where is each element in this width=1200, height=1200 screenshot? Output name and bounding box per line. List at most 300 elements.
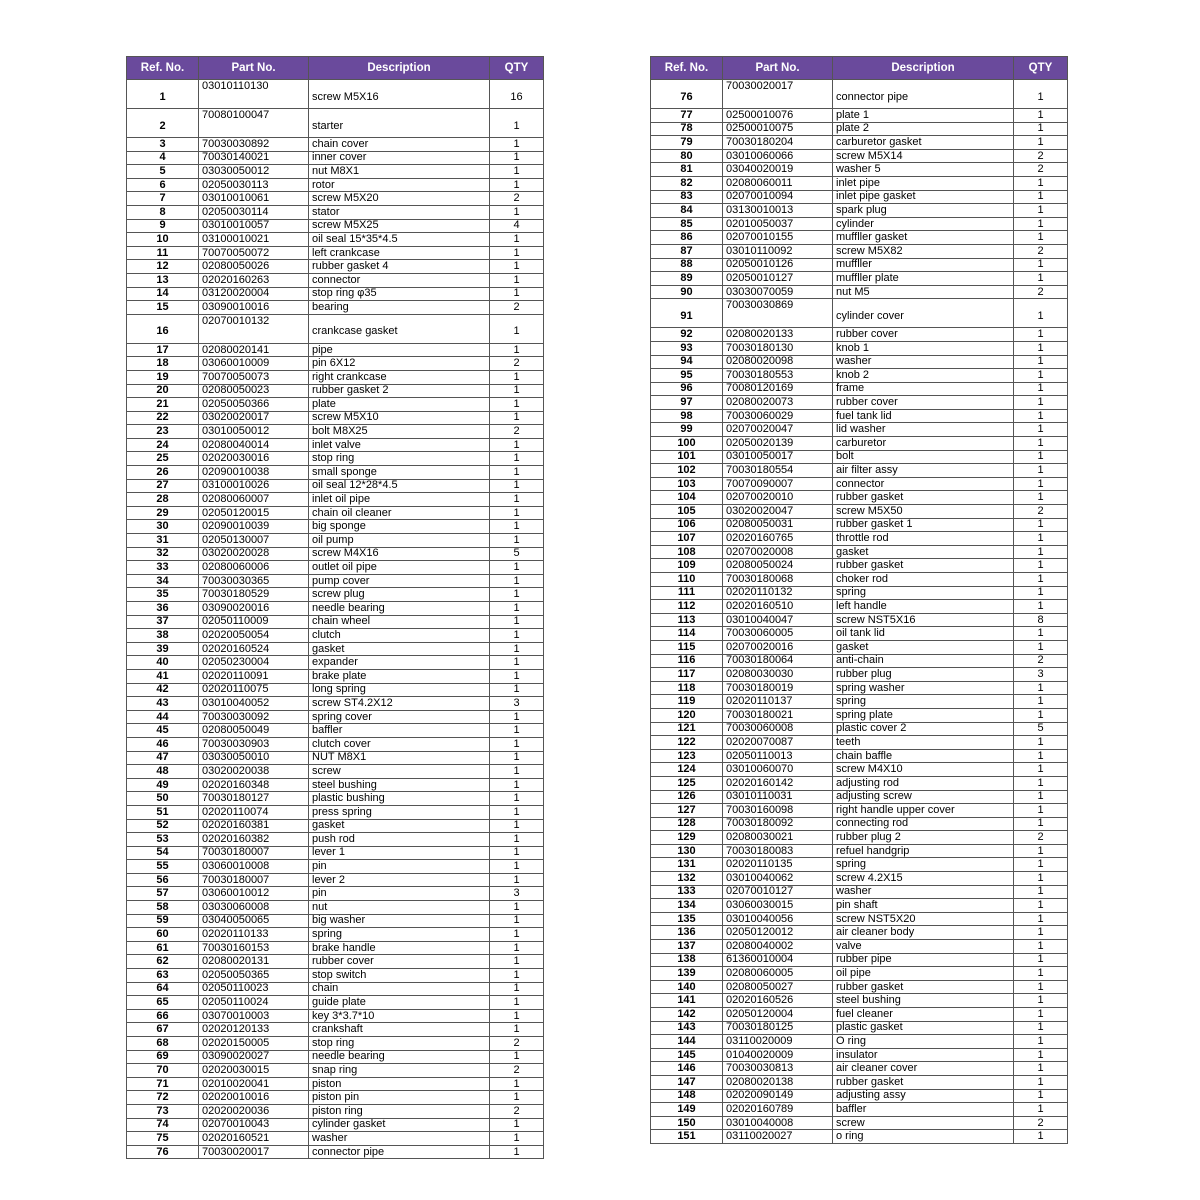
ref-no-cell: 76 <box>127 1145 199 1159</box>
description-cell: piston ring <box>309 1104 490 1118</box>
part-no-cell: 70030030903 <box>199 737 309 751</box>
ref-no-cell: 121 <box>651 722 723 736</box>
ref-no-cell: 74 <box>127 1118 199 1132</box>
ref-no-cell: 73 <box>127 1104 199 1118</box>
table-row <box>651 109 1068 123</box>
description-cell: connector pipe <box>833 80 1014 109</box>
ref-no-cell: 29 <box>127 506 199 520</box>
qty-cell: 1 <box>490 955 544 969</box>
description-cell: rubber gasket <box>833 559 1014 573</box>
part-no-cell: 02020150005 <box>199 1037 309 1051</box>
qty-cell: 1 <box>490 778 544 792</box>
qty-cell: 2 <box>1014 163 1068 177</box>
qty-cell: 1 <box>490 656 544 670</box>
part-no-cell: 02050050365 <box>199 969 309 983</box>
table-row <box>127 982 544 996</box>
table-row <box>127 656 544 670</box>
table-row <box>127 765 544 779</box>
qty-cell: 8 <box>1014 613 1068 627</box>
ref-no-cell: 53 <box>127 833 199 847</box>
description-cell: big sponge <box>309 520 490 534</box>
part-no-cell: 02070020010 <box>723 491 833 505</box>
part-no-cell: 02020160524 <box>199 642 309 656</box>
description-cell: plastic cover 2 <box>833 722 1014 736</box>
qty-cell: 1 <box>1014 1062 1068 1076</box>
description-cell: steel bushing <box>833 994 1014 1008</box>
ref-no-cell: 19 <box>127 370 199 384</box>
table-row <box>127 246 544 260</box>
description-cell: screw plug <box>309 588 490 602</box>
description-cell: clutch cover <box>309 737 490 751</box>
table-row <box>651 844 1068 858</box>
part-no-cell: 70030180092 <box>723 817 833 831</box>
part-no-cell: 02080060011 <box>723 176 833 190</box>
qty-cell: 1 <box>490 109 544 138</box>
ref-no-cell: 86 <box>651 231 723 245</box>
table-row <box>127 165 544 179</box>
part-no-cell: 70030140021 <box>199 151 309 165</box>
part-no-cell: 70070050072 <box>199 246 309 260</box>
description-cell: gasket <box>309 819 490 833</box>
description-cell: rubber gasket 2 <box>309 384 490 398</box>
part-no-cell: 02050020139 <box>723 437 833 451</box>
table-row <box>651 450 1068 464</box>
ref-no-cell: 35 <box>127 588 199 602</box>
ref-no-cell: 52 <box>127 819 199 833</box>
qty-cell: 1 <box>1014 586 1068 600</box>
table-row <box>127 219 544 233</box>
ref-no-cell: 16 <box>127 314 199 343</box>
table-row <box>651 122 1068 136</box>
description-cell: choker rod <box>833 573 1014 587</box>
qty-cell: 1 <box>490 982 544 996</box>
description-cell: screw M5X10 <box>309 411 490 425</box>
description-header: Description <box>833 57 1014 80</box>
ref-no-cell: 106 <box>651 518 723 532</box>
qty-cell: 1 <box>1014 258 1068 272</box>
table-row <box>127 901 544 915</box>
table-row <box>651 559 1068 573</box>
part-no-cell: 02050050366 <box>199 398 309 412</box>
ref-no-cell: 111 <box>651 586 723 600</box>
ref-no-cell: 63 <box>127 969 199 983</box>
qty-cell: 1 <box>1014 272 1068 286</box>
part-no-cell: 70030020017 <box>199 1145 309 1159</box>
qty-cell: 1 <box>1014 844 1068 858</box>
table-row <box>127 411 544 425</box>
description-cell: o ring <box>833 1130 1014 1144</box>
qty-cell: 1 <box>490 819 544 833</box>
part-no-cell: 02020160142 <box>723 776 833 790</box>
qty-cell: 1 <box>1014 817 1068 831</box>
part-no-cell: 03090010016 <box>199 301 309 315</box>
table-row <box>127 425 544 439</box>
description-cell: cylinder cover <box>833 299 1014 328</box>
ref-no-cell: 124 <box>651 763 723 777</box>
table-row <box>651 776 1068 790</box>
ref-no-cell: 103 <box>651 477 723 491</box>
table-row <box>651 532 1068 546</box>
ref-no-cell: 12 <box>127 260 199 274</box>
ref-no-cell: 57 <box>127 887 199 901</box>
table-row <box>127 751 544 765</box>
qty-cell: 1 <box>1014 885 1068 899</box>
table-row <box>127 301 544 315</box>
description-cell: right handle upper cover <box>833 804 1014 818</box>
qty-cell: 1 <box>490 1050 544 1064</box>
description-cell: snap ring <box>309 1064 490 1078</box>
ref-no-cell: 67 <box>127 1023 199 1037</box>
table-row <box>127 710 544 724</box>
table-row <box>127 80 544 109</box>
part-no-cell: 70030180007 <box>199 846 309 860</box>
description-cell: rubber plug 2 <box>833 831 1014 845</box>
table-row <box>651 244 1068 258</box>
ref-no-cell: 23 <box>127 425 199 439</box>
description-cell: air cleaner cover <box>833 1062 1014 1076</box>
table-row <box>127 955 544 969</box>
table-row <box>127 1009 544 1023</box>
qty-cell: 2 <box>1014 505 1068 519</box>
part-no-cell: 70030060008 <box>723 722 833 736</box>
part-no-cell: 02080020131 <box>199 955 309 969</box>
description-cell: spring plate <box>833 708 1014 722</box>
table-row <box>127 1023 544 1037</box>
part-no-cell: 02080030021 <box>723 831 833 845</box>
ref-no-cell: 130 <box>651 844 723 858</box>
ref-no-cell: 64 <box>127 982 199 996</box>
table-row <box>127 574 544 588</box>
part-no-cell: 03010060066 <box>723 149 833 163</box>
part-no-cell: 03090020027 <box>199 1050 309 1064</box>
part-no-cell: 70030180529 <box>199 588 309 602</box>
description-cell: spring <box>833 858 1014 872</box>
ref-no-cell: 132 <box>651 872 723 886</box>
part-no-cell: 02050030114 <box>199 205 309 219</box>
table-row <box>651 1035 1068 1049</box>
table-row <box>651 464 1068 478</box>
ref-no-cell: 112 <box>651 600 723 614</box>
part-no-cell: 02070010043 <box>199 1118 309 1132</box>
table-row <box>127 1145 544 1159</box>
description-cell: oil tank lid <box>833 627 1014 641</box>
description-cell: spring washer <box>833 681 1014 695</box>
qty-cell: 1 <box>490 1091 544 1105</box>
qty-cell: 16 <box>490 80 544 109</box>
qty-cell: 1 <box>1014 695 1068 709</box>
ref-no-cell: 75 <box>127 1132 199 1146</box>
description-cell: small sponge <box>309 466 490 480</box>
part-no-cell: 02080030030 <box>723 668 833 682</box>
qty-cell: 2 <box>490 1064 544 1078</box>
qty-cell: 1 <box>1014 409 1068 423</box>
ref-no-cell: 92 <box>651 328 723 342</box>
qty-cell: 1 <box>490 398 544 412</box>
table-row <box>651 872 1068 886</box>
ref-no-cell: 36 <box>127 602 199 616</box>
description-cell: screw ST4.2X12 <box>309 697 490 711</box>
ref-no-cell: 110 <box>651 573 723 587</box>
ref-no-cell: 138 <box>651 953 723 967</box>
part-no-cell: 02020110132 <box>723 586 833 600</box>
description-cell: screw M5X14 <box>833 149 1014 163</box>
table-row <box>127 629 544 643</box>
qty-cell: 1 <box>1014 967 1068 981</box>
ref-no-cell: 83 <box>651 190 723 204</box>
ref-no-cell: 71 <box>127 1077 199 1091</box>
part-no-cell: 01040020009 <box>723 1048 833 1062</box>
table-row <box>127 343 544 357</box>
ref-no-cell: 102 <box>651 464 723 478</box>
description-cell: valve <box>833 940 1014 954</box>
ref-no-cell: 79 <box>651 136 723 150</box>
ref-no-cell: 107 <box>651 532 723 546</box>
table-row <box>651 409 1068 423</box>
description-cell: left crankcase <box>309 246 490 260</box>
ref-no-cell: 58 <box>127 901 199 915</box>
description-cell: bearing <box>309 301 490 315</box>
qty-cell: 2 <box>1014 285 1068 299</box>
part-no-cell: 02080050031 <box>723 518 833 532</box>
ref-no-cell: 141 <box>651 994 723 1008</box>
qty-cell: 1 <box>490 792 544 806</box>
part-no-cell: 70030180068 <box>723 573 833 587</box>
qty-cell: 1 <box>1014 122 1068 136</box>
ref-no-cell: 56 <box>127 873 199 887</box>
qty-cell: 1 <box>1014 627 1068 641</box>
ref-no-cell: 151 <box>651 1130 723 1144</box>
qty-cell: 1 <box>1014 736 1068 750</box>
part-no-cell: 03060030015 <box>723 899 833 913</box>
part-no-cell: 02020010016 <box>199 1091 309 1105</box>
qty-cell: 1 <box>490 534 544 548</box>
part-no-cell: 03100010026 <box>199 479 309 493</box>
table-row <box>651 1062 1068 1076</box>
part-no-cell: 02500010076 <box>723 109 833 123</box>
part-no-cell: 02020110133 <box>199 928 309 942</box>
table-row <box>651 80 1068 109</box>
description-cell: inlet oil pipe <box>309 493 490 507</box>
qty-cell: 1 <box>1014 980 1068 994</box>
qty-cell: 1 <box>490 615 544 629</box>
ref-no-cell: 51 <box>127 805 199 819</box>
description-cell: oil pipe <box>833 967 1014 981</box>
ref-no-cell: 32 <box>127 547 199 561</box>
part-no-cell: 61360010004 <box>723 953 833 967</box>
description-cell: guide plate <box>309 996 490 1010</box>
table-row <box>127 109 544 138</box>
qty-cell: 1 <box>1014 953 1068 967</box>
table-row <box>127 887 544 901</box>
qty-cell: 1 <box>490 479 544 493</box>
description-cell: rubber gasket <box>833 1075 1014 1089</box>
table-row <box>127 138 544 152</box>
ref-no-cell: 136 <box>651 926 723 940</box>
part-no-cell: 02020110074 <box>199 805 309 819</box>
part-no-cell: 70030030092 <box>199 710 309 724</box>
ref-no-cell: 120 <box>651 708 723 722</box>
part-no-cell: 70030030892 <box>199 138 309 152</box>
part-no-cell: 03020020028 <box>199 547 309 561</box>
table-row <box>651 149 1068 163</box>
ref-no-cell: 48 <box>127 765 199 779</box>
part-no-cell: 02070010127 <box>723 885 833 899</box>
qty-cell: 1 <box>1014 299 1068 328</box>
table-row <box>651 668 1068 682</box>
description-cell: rubber pipe <box>833 953 1014 967</box>
ref-no-cell: 94 <box>651 355 723 369</box>
table-row <box>651 1130 1068 1144</box>
description-cell: rubber cover <box>833 396 1014 410</box>
part-no-cell: 03110020027 <box>723 1130 833 1144</box>
ref-no-cell: 84 <box>651 204 723 218</box>
part-no-cell: 03020020038 <box>199 765 309 779</box>
table-row <box>127 1104 544 1118</box>
part-no-cell: 70030160153 <box>199 941 309 955</box>
ref-no-cell: 2 <box>127 109 199 138</box>
description-cell: teeth <box>833 736 1014 750</box>
part-no-cell: 03130010013 <box>723 204 833 218</box>
description-cell: bolt <box>833 450 1014 464</box>
qty-cell: 1 <box>490 642 544 656</box>
description-cell: inner cover <box>309 151 490 165</box>
description-cell: screw M5X82 <box>833 244 1014 258</box>
ref-no-cell: 20 <box>127 384 199 398</box>
part-no-cell: 02080050026 <box>199 260 309 274</box>
qty-cell: 1 <box>490 928 544 942</box>
qty-cell: 1 <box>1014 396 1068 410</box>
part-no-cell: 70030180083 <box>723 844 833 858</box>
table-row <box>651 341 1068 355</box>
part-no-cell: 03010010061 <box>199 192 309 206</box>
qty-cell: 1 <box>1014 1089 1068 1103</box>
qty-cell: 1 <box>490 574 544 588</box>
table-header <box>127 57 544 80</box>
part-no-cell: 02020090149 <box>723 1089 833 1103</box>
qty-cell: 1 <box>1014 423 1068 437</box>
qty-cell: 1 <box>490 860 544 874</box>
ref-no-cell: 8 <box>127 205 199 219</box>
description-cell: spring <box>833 695 1014 709</box>
part-no-cell: 02010050037 <box>723 217 833 231</box>
table-row <box>127 452 544 466</box>
part-no-cell: 02080020138 <box>723 1075 833 1089</box>
part-no-cell: 03030060008 <box>199 901 309 915</box>
ref-no-cell: 69 <box>127 1050 199 1064</box>
description-cell: piston <box>309 1077 490 1091</box>
description-cell: screw <box>309 765 490 779</box>
qty-cell: 1 <box>1014 1130 1068 1144</box>
ref-no-cell: 61 <box>127 941 199 955</box>
description-cell: crankcase gasket <box>309 314 490 343</box>
table-row <box>651 885 1068 899</box>
part-no-cell: 70030180130 <box>723 341 833 355</box>
qty-cell: 1 <box>1014 1048 1068 1062</box>
part-no-cell: 02080020098 <box>723 355 833 369</box>
description-cell: rubber plug <box>833 668 1014 682</box>
description-cell: gasket <box>833 640 1014 654</box>
table-row <box>651 804 1068 818</box>
ref-no-cell: 142 <box>651 1008 723 1022</box>
part-no-cell: 02080060006 <box>199 561 309 575</box>
table-row <box>651 491 1068 505</box>
ref-no-cell: 31 <box>127 534 199 548</box>
description-cell: lever 2 <box>309 873 490 887</box>
part-no-cell: 03010040052 <box>199 697 309 711</box>
description-cell: fuel cleaner <box>833 1008 1014 1022</box>
table-row <box>127 233 544 247</box>
ref-no-cell: 100 <box>651 437 723 451</box>
ref-no-cell: 30 <box>127 520 199 534</box>
description-cell: lid washer <box>833 423 1014 437</box>
qty-cell: 1 <box>490 914 544 928</box>
ref-no-cell: 147 <box>651 1075 723 1089</box>
qty-cell: 2 <box>1014 1116 1068 1130</box>
description-cell: brake plate <box>309 669 490 683</box>
table-row <box>651 328 1068 342</box>
ref-no-cell: 105 <box>651 505 723 519</box>
ref-no-cell: 98 <box>651 409 723 423</box>
ref-no-cell: 82 <box>651 176 723 190</box>
table-row <box>651 790 1068 804</box>
ref-no-cell: 125 <box>651 776 723 790</box>
description-cell: rubber gasket <box>833 980 1014 994</box>
ref-no-cell: 65 <box>127 996 199 1010</box>
part-no-cell: 03060010009 <box>199 357 309 371</box>
description-cell: plate 2 <box>833 122 1014 136</box>
ref-no-cell: 47 <box>127 751 199 765</box>
table-row <box>127 438 544 452</box>
qty-cell: 1 <box>490 411 544 425</box>
ref-no-cell: 18 <box>127 357 199 371</box>
qty-cell: 1 <box>1014 369 1068 383</box>
ref-no-cell: 109 <box>651 559 723 573</box>
part-no-cell: 02050110023 <box>199 982 309 996</box>
table-row <box>651 1116 1068 1130</box>
qty-cell: 1 <box>1014 450 1068 464</box>
qty-cell: 1 <box>1014 1035 1068 1049</box>
description-cell: muffller gasket <box>833 231 1014 245</box>
qty-cell: 1 <box>1014 994 1068 1008</box>
table-row <box>127 928 544 942</box>
ref-no-cell: 77 <box>651 109 723 123</box>
description-cell: cylinder <box>833 217 1014 231</box>
description-cell: NUT M8X1 <box>309 751 490 765</box>
table-row <box>127 192 544 206</box>
qty-cell: 1 <box>490 343 544 357</box>
description-cell: screw <box>833 1116 1014 1130</box>
ref-no-cell: 62 <box>127 955 199 969</box>
table-row <box>127 287 544 301</box>
part-no-cell: 02020110137 <box>723 695 833 709</box>
part-no-cell: 02070010132 <box>199 314 309 343</box>
ref-no-cell: 137 <box>651 940 723 954</box>
table-row <box>127 398 544 412</box>
part-no-cell: 70030180007 <box>199 873 309 887</box>
ref-no-cell: 97 <box>651 396 723 410</box>
part-no-cell: 03120020004 <box>199 287 309 301</box>
description-cell: outlet oil pipe <box>309 561 490 575</box>
description-cell: piston pin <box>309 1091 490 1105</box>
qty-cell: 1 <box>1014 176 1068 190</box>
table-row <box>127 860 544 874</box>
description-cell: right crankcase <box>309 370 490 384</box>
table-row <box>651 994 1068 1008</box>
description-cell: pin shaft <box>833 899 1014 913</box>
qty-cell: 1 <box>490 710 544 724</box>
table-row <box>127 314 544 343</box>
qty-cell: 2 <box>490 1037 544 1051</box>
